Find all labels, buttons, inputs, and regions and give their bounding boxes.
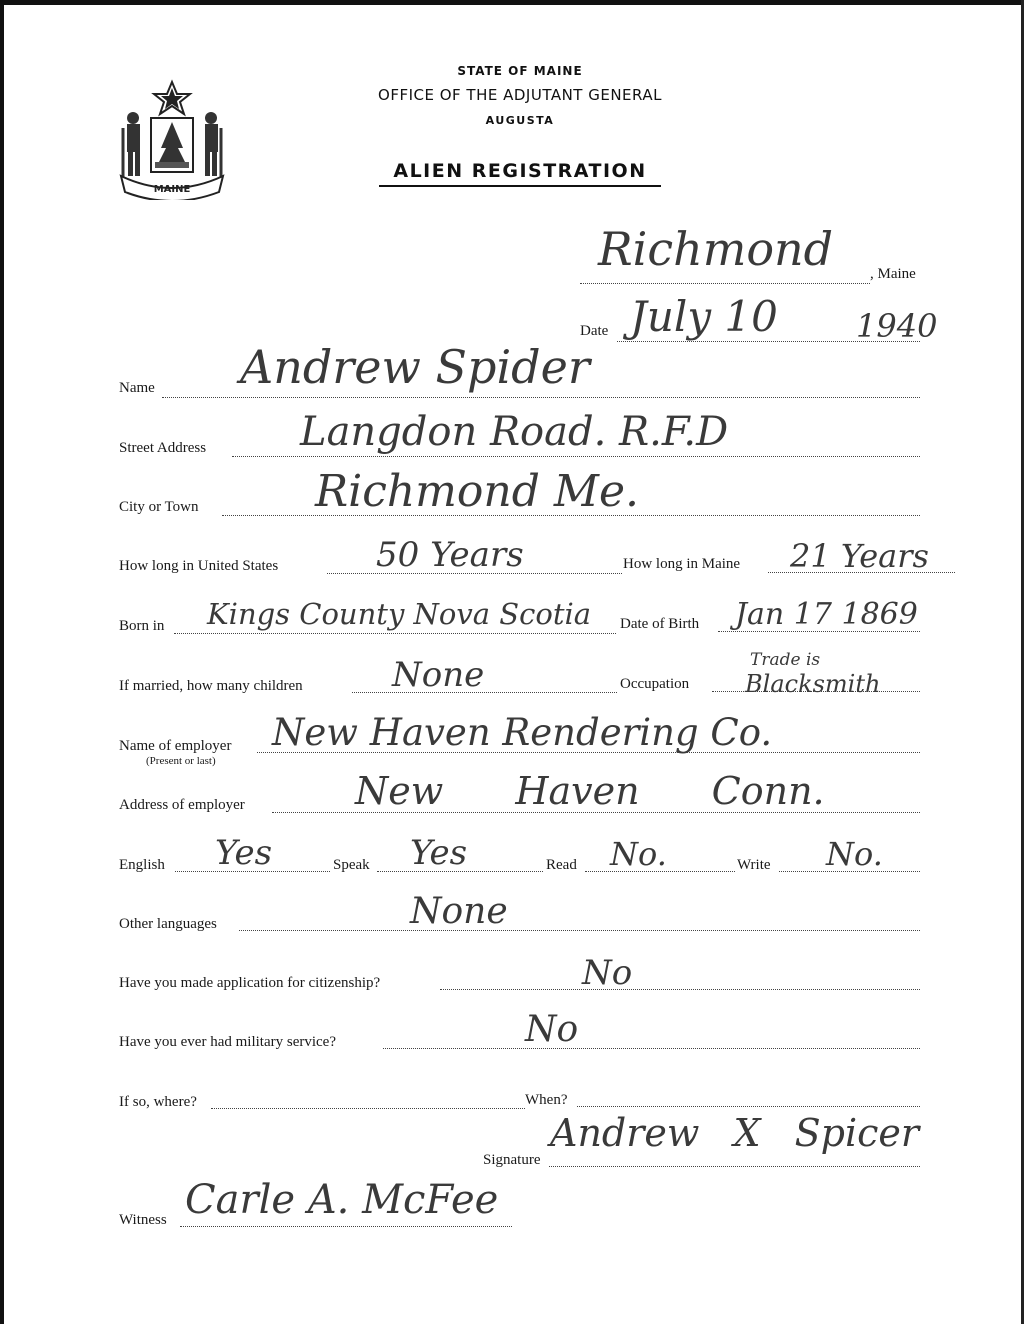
date-of-birth-value: Jan 17 1869: [735, 597, 918, 632]
how-long-maine-label: How long in Maine: [623, 556, 741, 572]
children-value: None: [392, 655, 485, 695]
born-in-label: Born in: [119, 618, 165, 634]
english-value: Yes: [215, 833, 273, 873]
citizenship-line: [440, 989, 920, 990]
where-label: If so, where?: [119, 1094, 197, 1110]
employer-name-label: Name of employer: [119, 738, 232, 754]
write-label: Write: [737, 857, 771, 873]
place-suffix: , Maine: [870, 266, 916, 282]
seal-banner-text: MAINE: [153, 184, 191, 195]
military-value: No: [525, 1009, 579, 1050]
date-of-birth-label: Date of Birth: [620, 616, 700, 632]
witness-value: Carle A. McFee: [185, 1177, 499, 1223]
scan-border-left: [0, 0, 4, 1324]
occupation-value-line2: Blacksmith: [745, 670, 881, 698]
read-label: Read: [546, 857, 577, 873]
city-label: City or Town: [119, 499, 199, 515]
how-long-us-label: How long in United States: [119, 558, 279, 574]
occupation-label: Occupation: [620, 676, 690, 692]
witness-line: [180, 1226, 512, 1227]
occupation-value-line1: Trade is: [750, 650, 821, 670]
signature-line: [549, 1166, 920, 1167]
english-label: English: [119, 857, 165, 873]
street-address-label: Street Address: [119, 440, 207, 456]
other-languages-value: None: [410, 891, 508, 932]
born-in-value: Kings County Nova Scotia: [207, 597, 592, 631]
street-address-value: Langdon Road. R.F.D: [300, 409, 729, 455]
city-value: Richmond Me.: [315, 466, 639, 517]
read-value: No.: [610, 835, 667, 873]
when-label: When?: [525, 1092, 568, 1108]
military-label: Have you ever had military service?: [119, 1034, 336, 1050]
citizenship-label: Have you made application for citizenship?: [119, 975, 381, 991]
name-label: Name: [119, 380, 155, 396]
witness-label: Witness: [119, 1212, 167, 1228]
header-state: STATE OF MAINE: [457, 64, 583, 78]
write-value: No.: [826, 835, 883, 873]
employer-name-value: New Haven Rendering Co.: [272, 711, 773, 754]
employer-address-label: Address of employer: [119, 797, 245, 813]
form-title-underline: [379, 185, 661, 187]
date-label: Date: [580, 323, 609, 339]
place-line: [580, 283, 870, 284]
other-languages-line: [239, 930, 920, 931]
maine-state-seal-icon: [115, 78, 230, 200]
scan-border-top: [0, 0, 1024, 5]
date-month-day-value: July 10: [630, 292, 778, 341]
children-label: If married, how many children: [119, 678, 303, 694]
other-languages-label: Other languages: [119, 916, 217, 932]
form-title: ALIEN REGISTRATION: [393, 160, 647, 182]
name-line: [162, 397, 920, 398]
where-line: [211, 1108, 525, 1109]
name-value: Andrew Spider: [240, 340, 590, 394]
signature-label: Signature: [483, 1152, 541, 1168]
place-value: Richmond: [598, 222, 834, 276]
employer-name-sublabel: (Present or last): [146, 755, 216, 767]
citizenship-value: No: [582, 953, 633, 993]
how-long-us-value: 50 Years: [376, 535, 524, 575]
header-office: OFFICE OF THE ADJUTANT GENERAL: [378, 86, 662, 104]
when-line: [577, 1106, 920, 1107]
signature-value: Andrew X Spicer: [550, 1111, 920, 1155]
header-city: AUGUSTA: [485, 114, 555, 127]
employer-address-value: New Haven Conn.: [355, 769, 825, 813]
speak-label: Speak: [333, 857, 370, 873]
military-line: [383, 1048, 920, 1049]
date-year-value: 1940: [856, 307, 938, 345]
street-address-line: [232, 456, 920, 457]
how-long-maine-value: 21 Years: [790, 537, 929, 575]
speak-value: Yes: [410, 833, 468, 873]
born-in-line: [174, 633, 616, 634]
